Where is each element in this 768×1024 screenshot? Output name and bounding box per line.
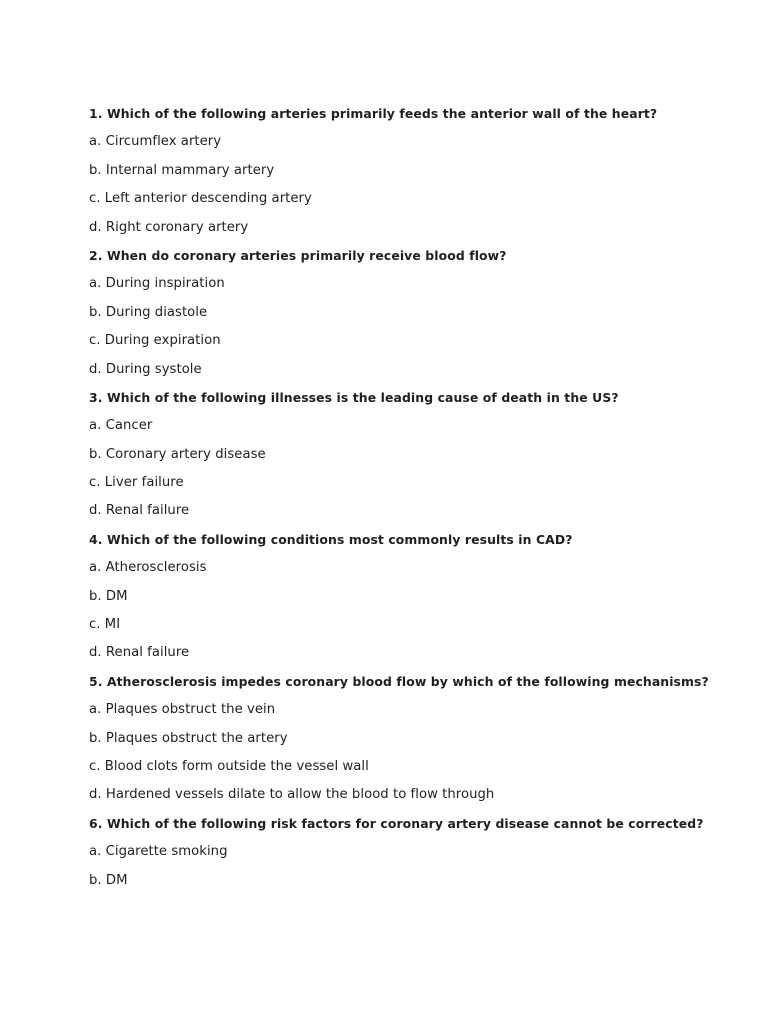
question-3-option-c: c. Liver failure (89, 475, 184, 491)
question-4-option-c: c. MI (89, 617, 121, 633)
question-3-option-d: d. Renal failure (89, 503, 190, 519)
question-1-option-d: d. Right coronary artery (89, 219, 249, 235)
question-2: 2. When do coronary arteries primarily receive blood flow? (89, 247, 507, 263)
question-2-option-d: d. During systole (89, 361, 202, 377)
question-6: 6. Which of the following risk factors for coronary artery disease cannot be corrected? (89, 815, 704, 831)
question-3-option-b: b. Coronary artery disease (89, 446, 266, 462)
question-1-option-a: a. Circumflex artery (89, 134, 222, 150)
question-3-option-a: a. Cancer (89, 418, 153, 434)
question-4-option-b: b. DM (89, 588, 128, 604)
question-4-option-a: a. Atherosclerosis (89, 560, 207, 576)
question-6-option-b: b. DM (89, 872, 128, 888)
question-1: 1. Which of the following arteries primarily feeds the anterior wall of the heart? (89, 106, 658, 121)
question-2-option-b: b. During diastole (89, 304, 208, 320)
question-5-option-a: a. Plaques obstruct the vein (89, 702, 276, 718)
question-3: 3. Which of the following illnesses is the leading cause of death in the US? (89, 389, 619, 405)
question-2-option-c: c. During expiration (89, 333, 221, 349)
question-6-option-a: a. Cigarette smoking (89, 844, 228, 860)
question-1-option-c: c. Left anterior descending artery (89, 191, 312, 207)
question-5: 5. Atherosclerosis impedes coronary blood flow by which of the following mechanisms? (89, 673, 709, 689)
question-2-option-a: a. During inspiration (89, 276, 225, 292)
question-5-option-d: d. Hardened vessels dilate to allow the blood to flow through (89, 787, 495, 803)
question-5-option-b: b. Plaques obstruct the artery (89, 730, 288, 746)
question-4: 4. Which of the following conditions most commonly results in CAD? (89, 531, 573, 547)
question-5-option-c: c. Blood clots form outside the vessel wall (89, 758, 369, 774)
quiz-document (89, 100, 729, 895)
question-4-option-d: d. Renal failure (89, 645, 190, 661)
question-1-option-b: b. Internal mammary artery (89, 162, 275, 178)
